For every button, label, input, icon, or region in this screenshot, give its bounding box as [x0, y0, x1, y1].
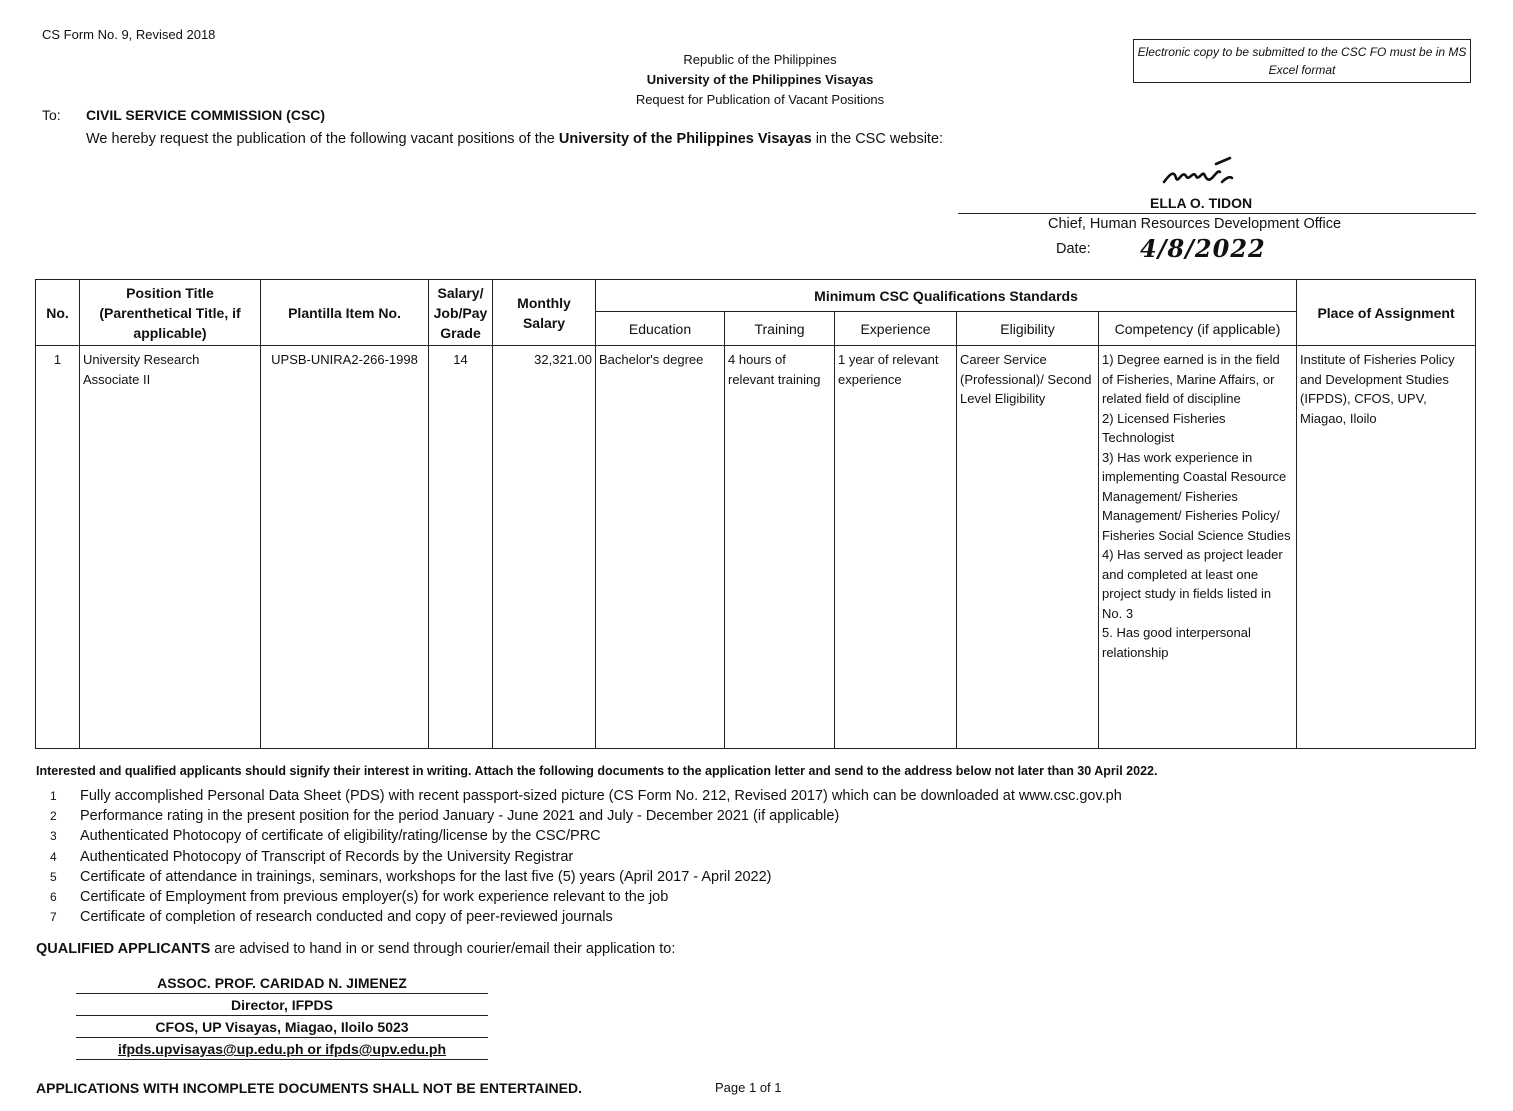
header-education: Education: [596, 312, 725, 346]
cell-place: Institute of Fisheries Policy and Development Studies (IFPDS), CFOS, UPV, Miagao, Iloilo: [1297, 346, 1476, 749]
table-row: [36, 346, 1476, 749]
address-location: CFOS, UP Visayas, Miagao, Iloilo 5023: [76, 1016, 488, 1038]
header-min-csc: Minimum CSC Qualifications Standards: [596, 280, 1297, 312]
competency-item: 5. Has good interpersonal relationship: [1102, 625, 1251, 660]
address-block: [76, 972, 488, 1060]
qualified-applicants-note: QUALIFIED APPLICANTS are advised to hand in or send through courier/email their application to:: [36, 941, 676, 957]
address-email-link[interactable]: ifpds.upvisayas@up.edu.ph or ifpds@upv.edu.ph: [76, 1038, 488, 1060]
list-item: 2 Performance rating in the present position for the period January - June 2021 and July - December 2021 (if applicable): [50, 808, 840, 825]
signature-line: [958, 213, 1476, 214]
header-monthly-salary: Monthly Salary: [493, 280, 596, 346]
to-label: To:: [42, 107, 61, 123]
list-item: 3 Authenticated Photocopy of certificate of eligibility/rating/license by the CSC/PRC: [50, 828, 601, 845]
list-item: 4 Authenticated Photocopy of Transcript of Records by the University Registrar: [50, 848, 574, 865]
requirements-list: [50, 786, 1122, 927]
document-header: [560, 50, 960, 110]
header-plantilla: Plantilla Item No.: [261, 280, 429, 346]
cell-eligibility: Career Service (Professional)/ Second Level Eligibility: [957, 346, 1099, 749]
competency-item: 1) Degree earned is in the field of Fisheries, Marine Affairs, or related field of discipline: [1102, 352, 1280, 406]
form-number: CS Form No. 9, Revised 2018: [42, 27, 216, 42]
cell-salary: 32,321.00: [493, 346, 596, 749]
address-position: Director, IFPDS: [76, 994, 488, 1016]
cell-training: 4 hours of relevant training: [725, 346, 835, 749]
signature-mark: [1160, 148, 1240, 190]
cell-position: University Research Associate II: [80, 346, 261, 749]
address-name: ASSOC. PROF. CARIDAD N. JIMENEZ: [76, 972, 488, 994]
handwritten-date: 4/8/2022: [1140, 234, 1266, 263]
header-place: Place of Assignment: [1297, 280, 1476, 346]
list-item: 7 Certificate of completion of research conducted and copy of peer-reviewed journals: [50, 909, 613, 926]
cell-grade: 14: [429, 346, 493, 749]
header-experience: Experience: [835, 312, 957, 346]
signer-title: Chief, Human Resources Development Office: [1048, 216, 1342, 232]
intro-text: We hereby request the publication of the following vacant positions of the University of the Philippines Visayas in the CSC website:: [86, 131, 944, 147]
header-training: Training: [725, 312, 835, 346]
cell-experience: 1 year of relevant experience: [835, 346, 957, 749]
list-item: 5 Certificate of attendance in trainings, seminars, workshops for the last five (5) years (April 2017 - April 2022): [50, 868, 772, 885]
competency-item: 4) Has served as project leader and completed at least one project study in fields listed in No. 3: [1102, 547, 1283, 621]
vacancy-table: [35, 279, 1476, 749]
cell-competency: [1099, 346, 1297, 749]
signer-name: ELLA O. TIDON: [1150, 195, 1253, 211]
electronic-copy-notice: Electronic copy to be submitted to the CSC FO must be in MS Excel format: [1133, 39, 1471, 83]
header-request-title: Request for Publication of Vacant Positions: [635, 92, 885, 107]
competency-item: 2) Licensed Fisheries Technologist: [1102, 410, 1226, 445]
page-number: Page 1 of 1: [715, 1080, 782, 1095]
recipient-name: CIVIL SERVICE COMMISSION (CSC): [86, 107, 326, 123]
header-salary-grade: Salary/ Job/Pay Grade: [429, 280, 493, 346]
header-position-title: Position Title (Parenthetical Title, if applicable): [80, 280, 261, 346]
cell-education: Bachelor's degree: [596, 346, 725, 749]
header-competency: Competency (if applicable): [1099, 312, 1297, 346]
header-university: University of the Philippines Visayas: [646, 72, 874, 87]
competency-item: 3) Has work experience in implementing Coastal Resource Management/ Fisheries Management/ Fisheries Policy/ Fisheries Social Science Studies: [1102, 449, 1291, 543]
list-item: 6 Certificate of Employment from previous employer(s) for work experience relevant to the job: [50, 889, 669, 906]
header-republic: Republic of the Philippines: [683, 52, 837, 67]
header-no: No.: [36, 280, 80, 346]
requirements-heading: Interested and qualified applicants should signify their interest in writing. Attach the following documents to the application letter and send to the address below not later than 30 April 2022.: [36, 764, 1158, 778]
incomplete-warning: APPLICATIONS WITH INCOMPLETE DOCUMENTS SHALL NOT BE ENTERTAINED.: [36, 1080, 582, 1096]
header-eligibility: Eligibility: [957, 312, 1099, 346]
list-item: 1 Fully accomplished Personal Data Sheet (PDS) with recent passport-sized picture (CS Form No. 212, Revised 2017) which can be downloaded at www.csc.gov.ph: [50, 788, 1122, 804]
cell-no: 1: [36, 346, 80, 749]
date-label: Date:: [1056, 241, 1091, 257]
cell-plantilla: UPSB-UNIRA2-266-1998: [261, 346, 429, 749]
